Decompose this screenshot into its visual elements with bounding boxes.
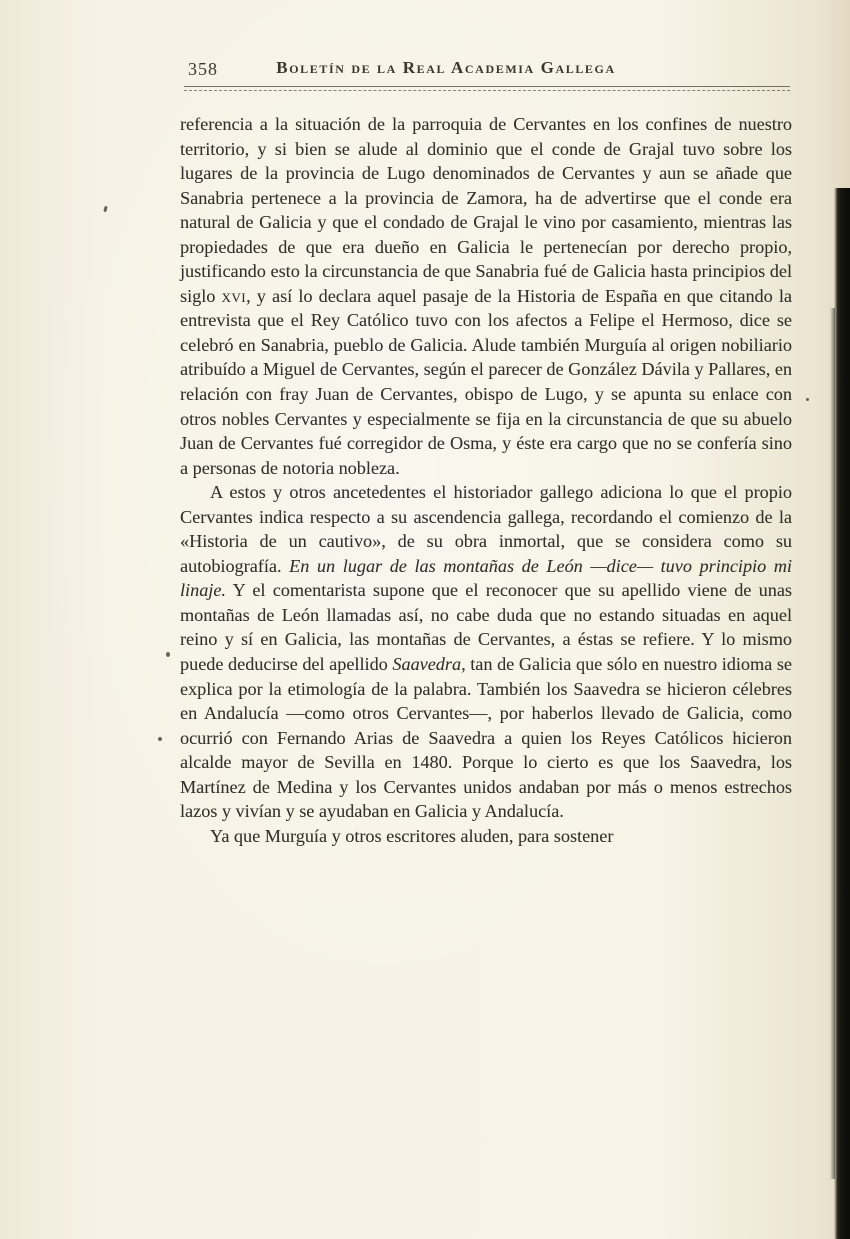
text-run: Ya que Murguía y otros escritores aluden, para sostener (210, 825, 614, 846)
scan-speck (806, 398, 809, 401)
paragraph (180, 824, 792, 849)
text-run: tan de Galicia que sólo en nuestro idioma se explica por la etimología de la palabra. También los Saavedra se hicieron célebres en Andalucía —como otros Cervantes—, por haberlos llevado de Galicia, como ocurrió con Fernando Arias de Saavedra a quien los Reyes Católicos hicieron alcalde mayor de Sevilla en 1480. Porque lo cierto es que los Saavedra, los Martínez de Medina y los Cervantes unidos andaban por más o menos estrechos lazos y vivían y se ayudaban en Galicia y Andalucía. (180, 654, 792, 822)
journal-title: Boletín de la Real Academia Gallega (276, 58, 616, 77)
text-block (180, 112, 792, 848)
paragraph (180, 112, 792, 480)
text-run: Saavedra, (392, 654, 466, 675)
scan-edge-shadow (834, 188, 850, 1239)
text-run: referencia a la situación de la parroquia de Cervantes en los confines de nuestro territorio, y si bien se alude al dominio que el conde de Grajal tuvo sobre los lugares de la provincia de Lugo denominados de Cervantes y aun se añade que Sanabria pertenece a la provincia de Zamora, ha de advertirse que el conde era natural de Galicia y que el condado de Grajal le vino por casamiento, mientras las propiedades de que era dueño en Galicia le pertenecían por derecho propio, justificando esto la circunstancia de que Sanabria fué de Galicia hasta principios del siglo (180, 114, 792, 306)
scan-speck (166, 652, 170, 657)
text-run: Y el comentarista supone que el reconocer que su apellido viene de unas montañas de León llamadas así, no cabe duda que no estando situadas en aquel reino y sí en Galicia, las montañas de Cervantes, a éstas se refiere. Y lo mismo puede deducirse del apellido (180, 580, 792, 675)
scan-speck (158, 737, 162, 741)
text-run: xvi (221, 285, 247, 306)
text-run: En un lugar de las montañas de León —dice— tuvo principio mi linaje. (180, 555, 792, 601)
page-number: 358 (188, 59, 218, 79)
header-rule-dashed (184, 90, 790, 91)
header-rule-solid (184, 86, 790, 87)
paragraph (180, 480, 792, 824)
header-rule (184, 86, 790, 91)
text-run: , y así lo declara aquel pasaje de la Historia de España en que citando la entrevista que el Rey Católico tuvo con los afectos a Felipe el Hermoso, dice se celebró en Sanabria, pueblo de Galicia. Alude también Murguía al origen nobiliario atribuído a Miguel de Cervantes, según el parecer de González Dávila y Pallares, en relación con fray Juan de Cervantes, obispo de Lugo, y se apunta su enlace con otros nobles Cervantes y especialmente se fija en la circunstancia de que su abuelo Juan de Cervantes fué corregidor de Osma, y éste era cargo que no se confería sino a personas de notoria nobleza. (180, 285, 792, 478)
scan-speck (103, 206, 107, 213)
page-header (180, 58, 792, 84)
text-run: A estos y otros ancetedentes el historiador gallego adiciona lo que el propio Cervantes indica respecto a su ascendencia gallega, recordando el comienzo de la «Historia de un cautivo», de su obra inmortal, que se considera como su autobiografía. (180, 482, 792, 576)
